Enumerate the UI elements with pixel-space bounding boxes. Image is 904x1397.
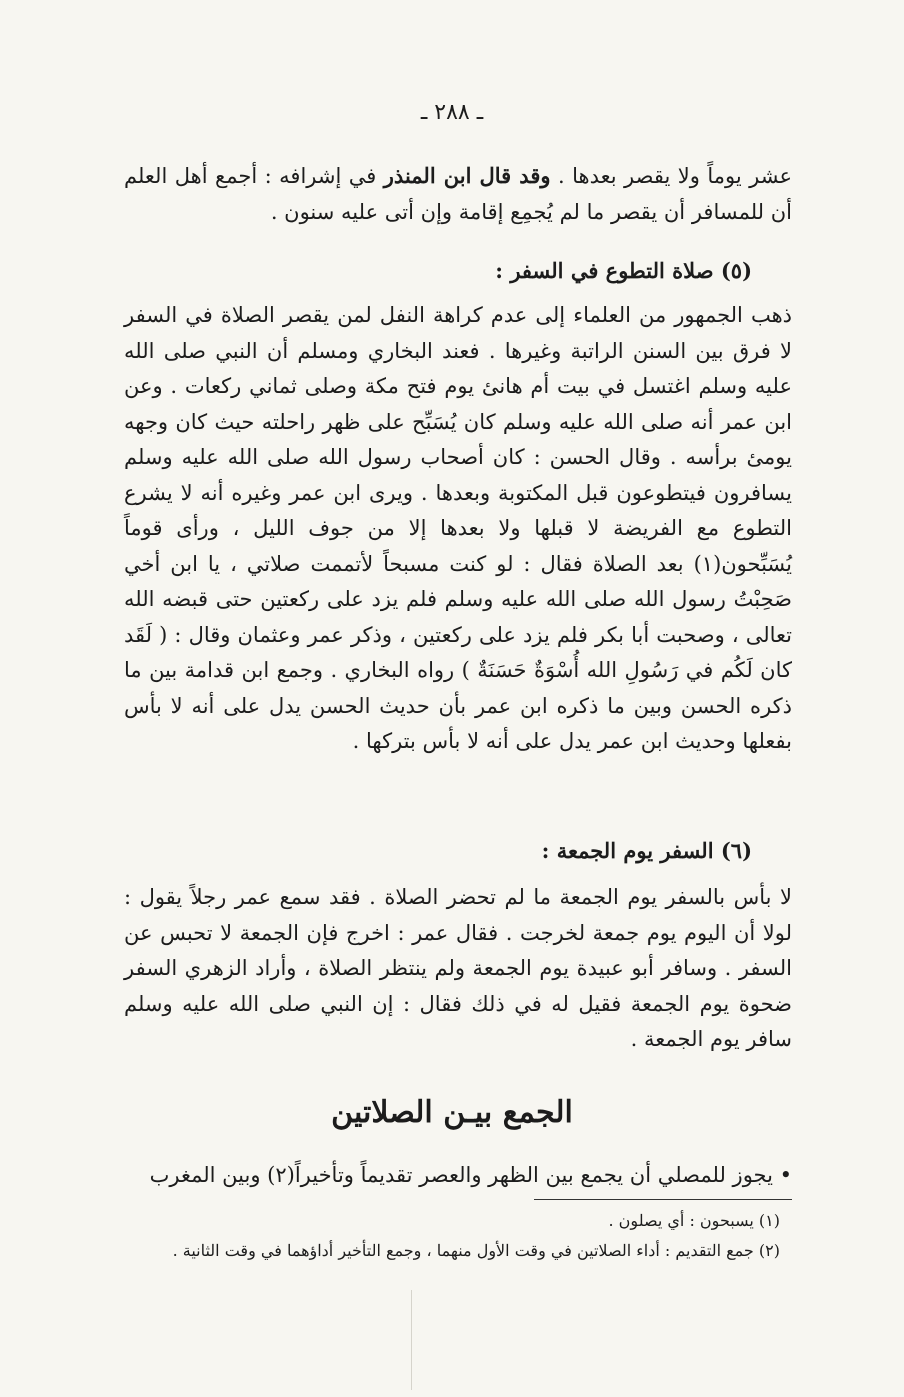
section-title: الجمع بيـن الصلاتين <box>331 1095 573 1130</box>
paragraph-7: • يجوز للمصلي أن يجمع بين الظهر والعصر تقديماً وتأخيراً(٢) وبين المغرب <box>149 1163 792 1187</box>
footnote-2: (٢) جمع التقديم : أداء الصلاتين في وقت الأول منهما ، وجمع التأخير أداؤهما في وقت الثانية . <box>172 1241 780 1260</box>
heading-6: (٦) السفر يوم الجمعة : <box>541 838 752 863</box>
heading-5: (٥) صلاة التطوع في السفر : <box>495 258 752 283</box>
intro-bold: وقد قال ابن المنذر <box>383 163 551 188</box>
intro-paragraph <box>124 158 792 230</box>
footnotes <box>124 1206 780 1266</box>
page-fold-mark <box>411 1290 412 1390</box>
footnote-1: (١) يسبحون : أي يصلون . <box>608 1211 780 1230</box>
intro-rest: في إشرافه : أجمع أهل العلم أن للمسافر أن يقصر ما لم يُجمِع إقامة وإن أتى عليه سنون . <box>124 164 792 224</box>
page-number: ـ ٢٨٨ ـ <box>420 100 484 125</box>
intro-lead: عشر يوماً ولا يقصر بعدها . <box>550 164 793 188</box>
paragraph-5: ذهب الجمهور من العلماء إلى عدم كراهة النفل لمن يقصر الصلاة في السفر لا فرق بين السنن الراتبة وغيرها . فعند البخاري ومسلم أن النبي صلى الله عليه وسلم اغتسل في بيت أم هانئ يوم فتح مكة وصلى ثماني ركعات . وعن ابن عمر أنه صلى الله عليه وسلم كان يُسَبِّح على ظهر راحلته حيث كان وجهه يومئ برأسه . وقال الحسن : كان أصحاب رسول الله صلى الله عليه وسلم يسافرون فيتطوعون قبل المكتوبة وبعدها . ويرى ابن عمر وغيره أنه لا يشرع التطوع مع الفريضة لا قبلها ولا بعدها إلا من جوف الليل ، ورأى قوماً يُسَبِّحون(١) بعد الصلاة فقال : لو كنت مسبحاً لأتممت صلاتي ، يا ابن أخي صَحِبْتُ رسول الله صلى الله عليه وسلم فلم يزد على ركعتين حتى قبضه الله تعالى ، وصحبت أبا بكر فلم يزد على ركعتين ، وذكر عمر وعثمان وقال : ( لَقَد كان لَكُم في رَسُولِ الله أُسْوَةٌ حَسَنَةٌ ) رواه البخاري . وجمع ابن قدامة بين ما ذكره الحسن وبين ما ذكره ابن عمر بأن حديث الحسن يدل على أنه لا بأس بفعلها وحديث ابن عمر يدل على أنه لا بأس بتركها . <box>124 303 792 753</box>
footnote-divider <box>534 1199 792 1200</box>
paragraph-6: لا بأس بالسفر يوم الجمعة ما لم تحضر الصلاة . فقد سمع عمر رجلاً يقول : لولا أن اليوم يوم جمعة لخرجت . فقال عمر : اخرج فإن الجمعة لا تحبس عن السفر . وسافر أبو عبيدة يوم الجمعة ولم ينتظر الصلاة ، وأراد الزهري السفر ضحوة يوم الجمعة فقيل له في ذلك فقال : إن النبي صلى الله عليه وسلم سافر يوم الجمعة . <box>124 885 792 1051</box>
